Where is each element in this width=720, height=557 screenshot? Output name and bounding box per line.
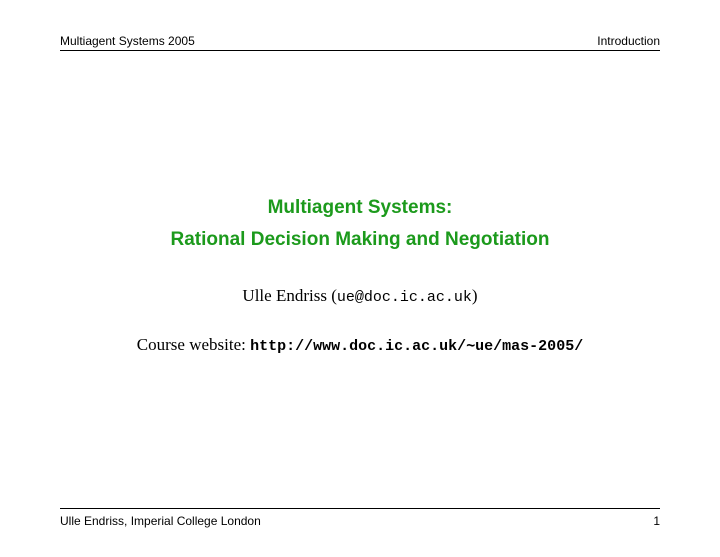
- slide-title: [0, 192, 720, 256]
- author-open-paren: (: [326, 286, 337, 305]
- website-line: [0, 335, 720, 355]
- slide-footer: [60, 508, 660, 534]
- footer-author-affiliation: Ulle Endriss, Imperial College London: [60, 514, 261, 528]
- website-label: Course website:: [136, 335, 251, 354]
- author-name: Ulle Endriss: [242, 286, 327, 305]
- title-line-2: Rational Decision Making and Negotiation: [170, 229, 550, 250]
- footer-page-number: 1: [653, 514, 660, 528]
- header-section-title: Introduction: [597, 34, 660, 48]
- header-course-title: Multiagent Systems 2005: [60, 34, 195, 48]
- author-email[interactable]: ue@doc.ic.ac.uk: [336, 289, 472, 306]
- author-close-paren: ): [471, 286, 478, 305]
- slide-header: [60, 32, 660, 51]
- title-line-1: Multiagent Systems:: [267, 197, 453, 218]
- author-line: [0, 286, 720, 306]
- website-link[interactable]: http://www.doc.ic.ac.uk/∼ue/mas-2005/: [250, 338, 584, 355]
